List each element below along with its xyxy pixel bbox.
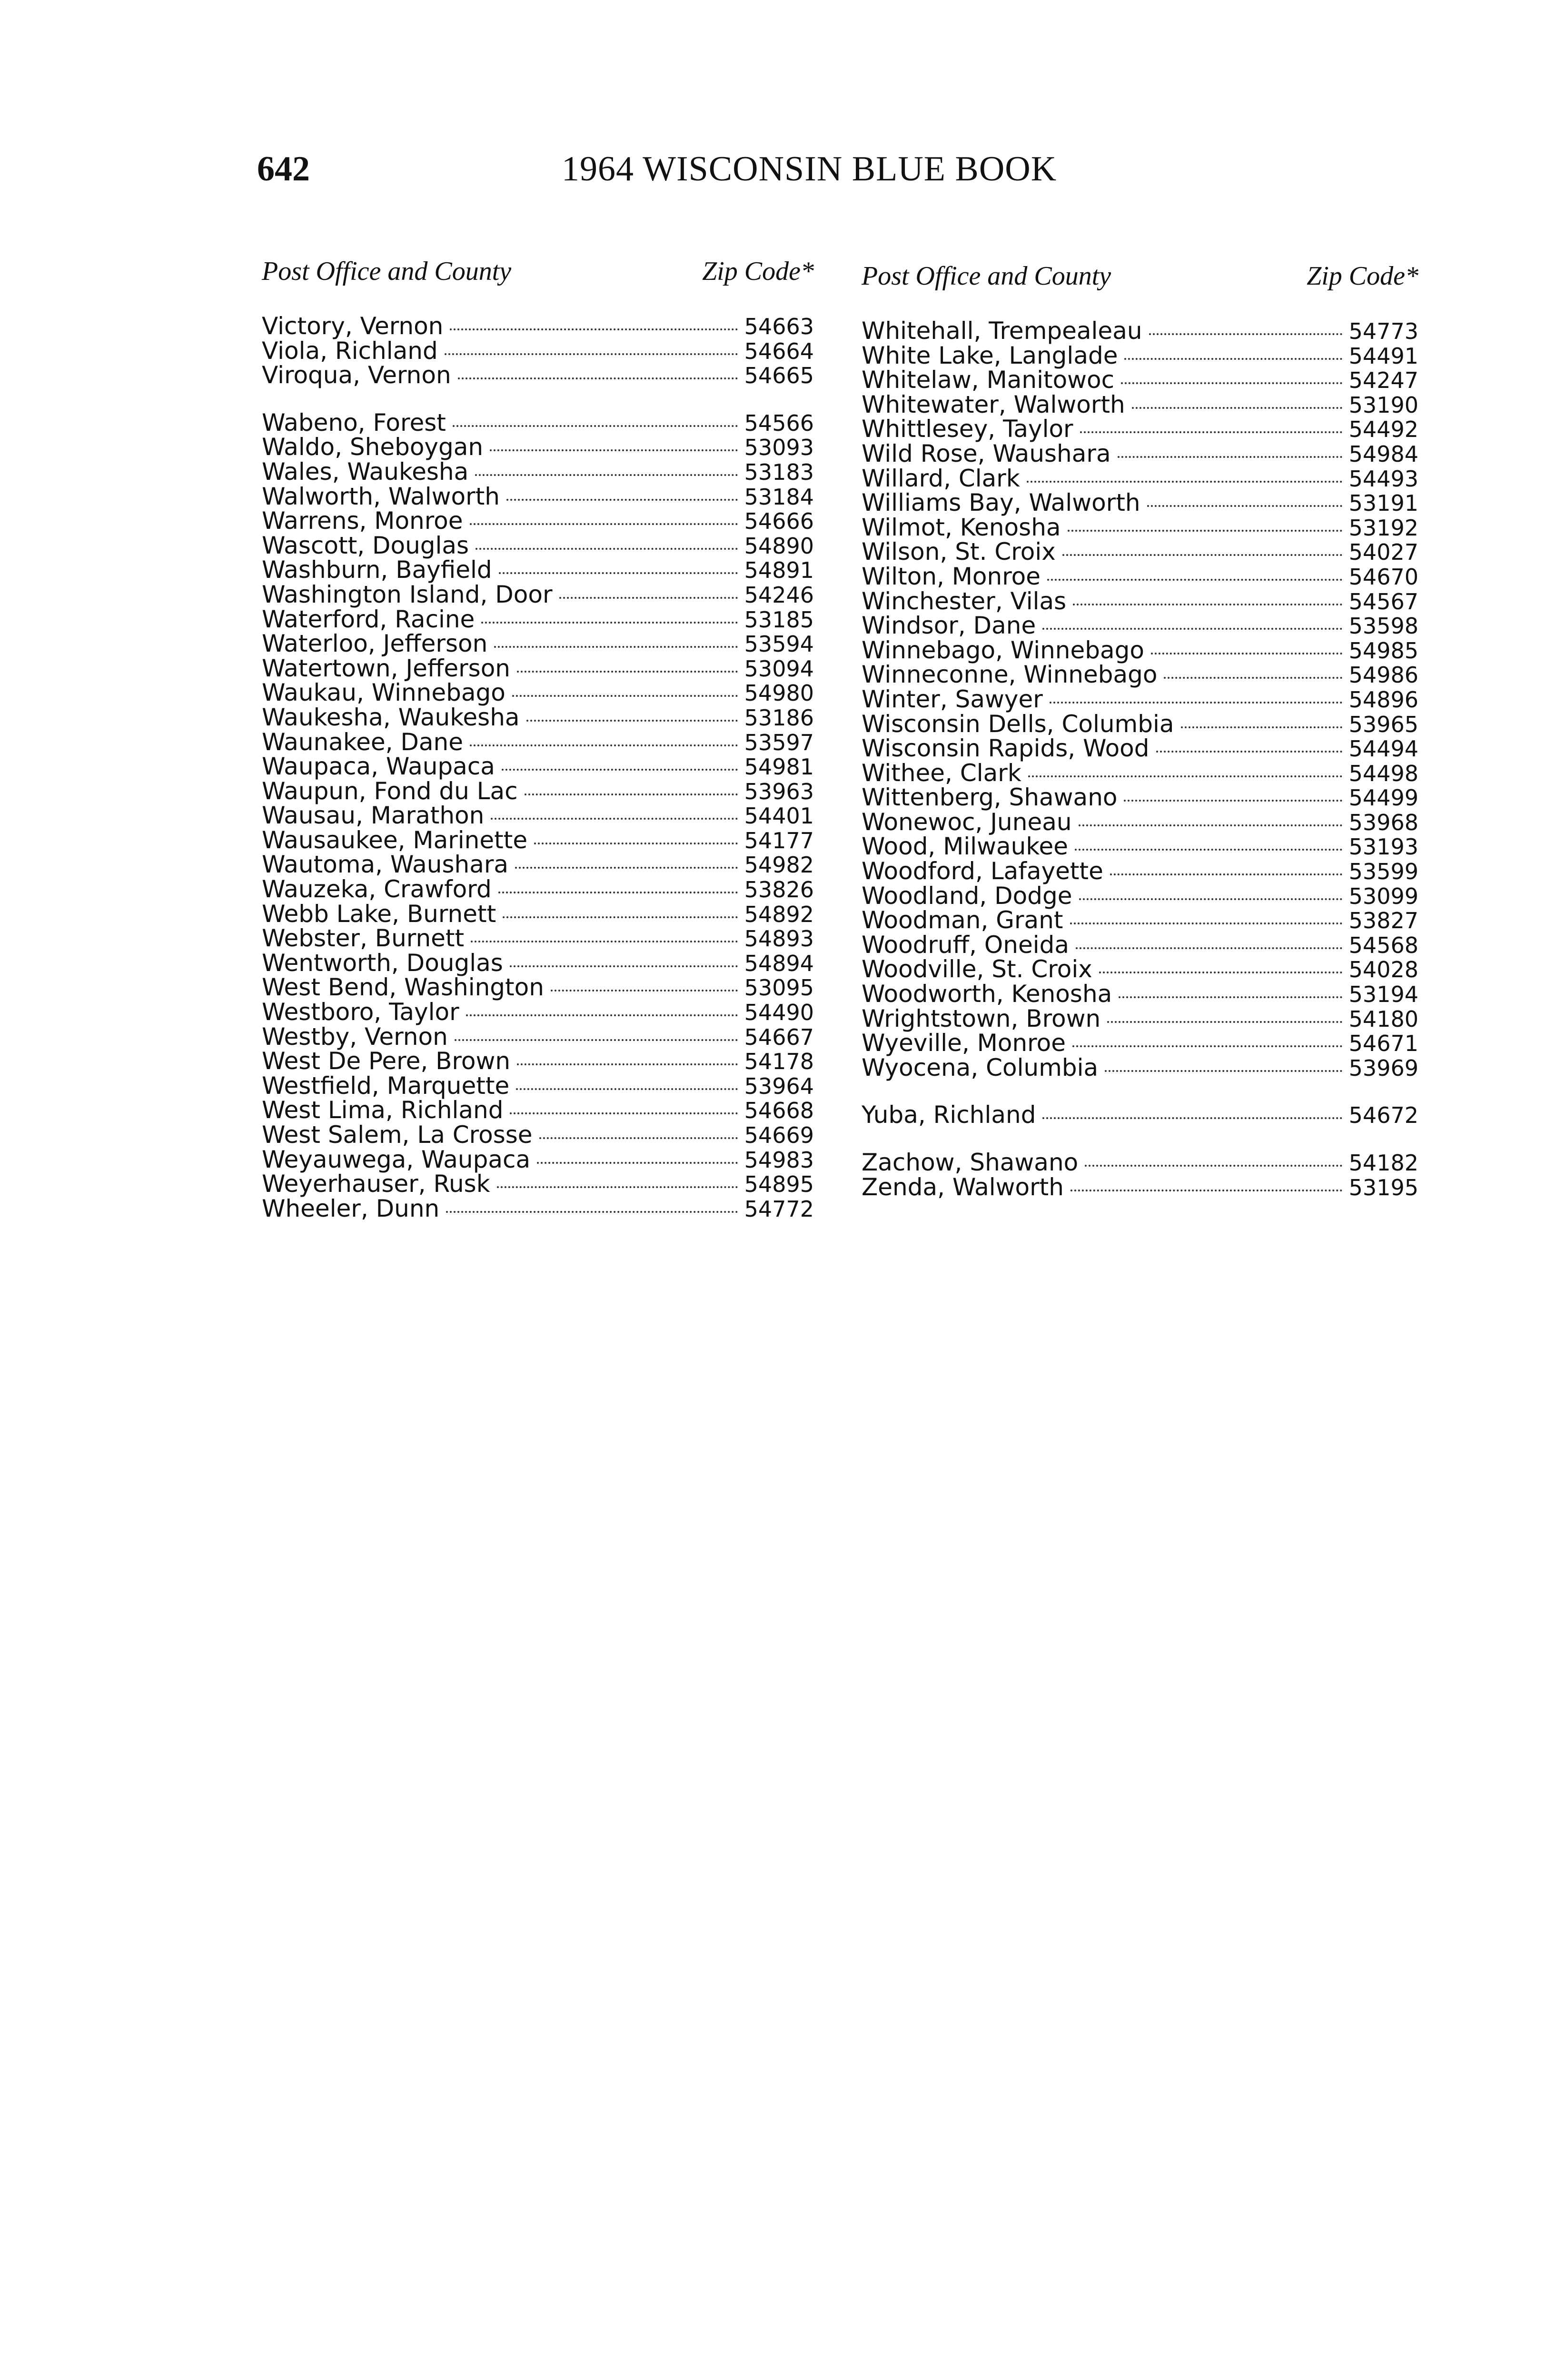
zip-code: 54983 — [744, 1147, 814, 1173]
leader-dots — [470, 744, 738, 746]
zip-code: 54180 — [1348, 1006, 1418, 1032]
zip-code: 54892 — [744, 901, 814, 927]
leader-dots — [515, 867, 738, 869]
zip-code: 54567 — [1348, 588, 1418, 615]
entry-group — [862, 1103, 1418, 1128]
zip-code: 54178 — [744, 1049, 814, 1075]
leader-dots — [475, 474, 737, 476]
list-item — [262, 1123, 814, 1148]
zip-code: 54665 — [744, 363, 814, 389]
zip-code: 54891 — [744, 557, 814, 584]
post-office-name: Woodland, Dodge — [862, 882, 1072, 910]
post-office-name: Wrightstown, Brown — [862, 1004, 1101, 1032]
post-office-name: Waunakee, Dane — [262, 728, 463, 756]
list-item — [862, 319, 1418, 344]
entry-group — [862, 1150, 1418, 1200]
zip-code: 54982 — [744, 852, 814, 878]
list-item — [262, 853, 814, 877]
zip-code: 53190 — [1348, 392, 1418, 418]
left-column — [262, 252, 814, 1244]
post-office-list — [262, 314, 814, 1221]
post-office-name: Waupun, Fond du Lac — [262, 777, 518, 805]
list-item — [862, 982, 1418, 1007]
leader-dots — [510, 1112, 737, 1114]
post-office-name: Winneconne, Winnebago — [862, 661, 1158, 689]
zip-code: 54494 — [1348, 736, 1418, 762]
post-office-list — [862, 319, 1418, 1200]
zip-code: 53099 — [1348, 883, 1418, 909]
post-office-name: Wilmot, Kenosha — [862, 513, 1061, 541]
zip-code: 54894 — [744, 950, 814, 976]
leader-dots — [1075, 849, 1342, 851]
post-office-name: Washington Island, Door — [262, 580, 553, 608]
post-office-name: Waupaca, Waupaca — [262, 753, 495, 781]
leader-dots — [494, 646, 737, 648]
leader-dots — [537, 1162, 738, 1164]
leader-dots — [1105, 1070, 1342, 1072]
list-item — [262, 435, 814, 460]
post-office-name: Woodville, St. Croix — [862, 955, 1092, 983]
zip-code: 54490 — [744, 1000, 814, 1026]
leader-dots — [534, 843, 738, 844]
list-item — [862, 785, 1418, 810]
post-office-name: Wild Rose, Waushara — [862, 439, 1111, 467]
post-office-name: Waterford, Racine — [262, 605, 475, 633]
leader-dots — [491, 818, 737, 820]
list-item — [862, 439, 1418, 467]
leader-dots — [516, 1088, 737, 1090]
page-number: 642 — [257, 149, 310, 188]
leader-dots — [503, 916, 737, 918]
list-item — [862, 368, 1418, 393]
zip-code: 54895 — [744, 1171, 814, 1198]
post-office-name: Waterloo, Jefferson — [262, 630, 488, 658]
post-office-name: Weyerhauser, Rusk — [262, 1170, 490, 1198]
post-office-name: Wilson, St. Croix — [862, 538, 1056, 566]
list-item — [862, 589, 1418, 614]
leader-dots — [471, 941, 738, 942]
zip-code: 54986 — [1348, 662, 1418, 688]
post-office-heading: Post Office and County — [262, 257, 512, 286]
list-item — [862, 1053, 1418, 1081]
list-item — [862, 908, 1418, 933]
list-item — [862, 1150, 1418, 1175]
post-office-name: Wentworth, Douglas — [262, 949, 503, 977]
post-office-name: White Lake, Langlade — [862, 341, 1118, 369]
post-office-name: West Salem, La Crosse — [262, 1121, 533, 1149]
list-item — [262, 828, 814, 853]
leader-dots — [512, 695, 738, 697]
page-header — [257, 143, 1418, 195]
list-item — [862, 390, 1418, 418]
leader-dots — [517, 1063, 738, 1065]
post-office-name: Webster, Burnett — [262, 924, 465, 952]
leader-dots — [1085, 1165, 1342, 1167]
leader-dots — [1080, 431, 1342, 433]
list-item — [862, 712, 1418, 737]
leader-dots — [1121, 382, 1342, 384]
zip-code: 53599 — [1348, 859, 1418, 885]
post-office-name: West Bend, Washington — [262, 973, 544, 1002]
zip-code: 54027 — [1348, 539, 1418, 565]
list-item — [262, 1172, 814, 1197]
post-office-name: Wausaukee, Marinette — [262, 826, 528, 854]
post-office-name: Woodman, Grant — [862, 906, 1063, 934]
post-office-name: Wittenberg, Shawano — [862, 783, 1118, 812]
post-office-name: Washburn, Bayfield — [262, 556, 492, 584]
post-office-name: Winnebago, Winnebago — [862, 636, 1144, 664]
post-office-name: Yuba, Richland — [862, 1101, 1036, 1129]
leader-dots — [1151, 653, 1342, 654]
zip-code: 54669 — [744, 1122, 814, 1148]
leader-dots — [1076, 947, 1342, 949]
leader-dots — [458, 377, 738, 379]
leader-dots — [1079, 824, 1342, 826]
list-item — [862, 1175, 1418, 1200]
post-office-name: West De Pere, Brown — [262, 1047, 511, 1075]
list-item — [262, 656, 814, 681]
entry-group — [862, 319, 1418, 1080]
post-office-name: Whitewater, Walworth — [862, 390, 1125, 418]
post-office-name: Waukesha, Waukesha — [262, 703, 520, 731]
list-item — [862, 540, 1418, 565]
list-item — [262, 730, 814, 755]
list-item — [862, 761, 1418, 786]
list-item — [862, 562, 1418, 590]
post-office-name: Wyeville, Monroe — [862, 1029, 1066, 1057]
leader-dots — [1070, 922, 1342, 924]
list-item — [262, 754, 814, 779]
zip-code: 54663 — [744, 314, 814, 339]
post-office-name: Wisconsin Rapids, Wood — [862, 734, 1150, 763]
zip-code: 53968 — [1348, 809, 1418, 835]
post-office-name: Wauzeka, Crawford — [262, 875, 492, 903]
zip-code: 53594 — [744, 631, 814, 657]
zip-code: 54498 — [1348, 760, 1418, 786]
leader-dots — [497, 1186, 738, 1188]
right-column — [862, 257, 1418, 1222]
post-office-name: Wascott, Douglas — [262, 531, 469, 559]
zip-code: 53598 — [1348, 613, 1418, 639]
post-office-name: Withee, Clark — [862, 759, 1021, 787]
zip-code: 53183 — [744, 459, 814, 485]
list-item — [862, 1103, 1418, 1128]
list-item — [862, 859, 1418, 884]
leader-dots — [1132, 407, 1342, 409]
zip-code: 54981 — [744, 754, 814, 780]
zip-code: 54893 — [744, 926, 814, 952]
post-office-name: Webb Lake, Burnett — [262, 900, 496, 928]
zip-code: 53191 — [1348, 490, 1418, 516]
list-item — [262, 1049, 814, 1074]
post-office-name: Willard, Clark — [862, 464, 1020, 492]
leader-dots — [1042, 1117, 1342, 1119]
list-item — [262, 408, 814, 436]
zip-code: 53193 — [1348, 834, 1418, 860]
leader-dots — [559, 597, 738, 599]
leader-dots — [1107, 1021, 1342, 1023]
list-item — [862, 834, 1418, 859]
list-item — [862, 810, 1418, 835]
zip-code: 54896 — [1348, 686, 1418, 713]
entry-group — [262, 314, 814, 388]
post-office-name: Waukau, Winnebago — [262, 679, 505, 707]
post-office-name: Wyocena, Columbia — [862, 1053, 1099, 1081]
leader-dots — [1068, 530, 1342, 532]
list-item — [862, 466, 1418, 491]
zip-code: 53826 — [744, 877, 814, 903]
post-office-name: Weyauwega, Waupaca — [262, 1145, 531, 1173]
leader-dots — [510, 965, 738, 967]
zip-code: 54666 — [744, 508, 814, 535]
leader-dots — [1050, 702, 1342, 704]
list-item — [262, 803, 814, 828]
list-item — [862, 638, 1418, 663]
list-item — [862, 933, 1418, 958]
post-office-name: Winchester, Vilas — [862, 587, 1067, 615]
list-item — [262, 1194, 814, 1222]
post-office-name: Viola, Richland — [262, 337, 438, 365]
zip-code: 54247 — [1348, 367, 1418, 394]
list-item — [262, 482, 814, 510]
leader-dots — [1164, 677, 1342, 679]
leader-dots — [1047, 579, 1342, 581]
list-item — [862, 687, 1418, 712]
post-office-name: Wisconsin Dells, Columbia — [862, 710, 1174, 738]
list-item — [262, 531, 814, 559]
leader-dots — [1073, 604, 1342, 605]
post-office-name: Westboro, Taylor — [262, 998, 459, 1026]
leader-dots — [490, 449, 738, 451]
zip-code: 54499 — [1348, 785, 1418, 811]
list-item — [262, 951, 814, 976]
post-office-name: Woodruff, Oneida — [862, 931, 1069, 959]
leader-dots — [476, 548, 738, 550]
list-item — [262, 632, 814, 656]
leader-dots — [1028, 775, 1342, 777]
leader-dots — [455, 1039, 738, 1041]
list-item — [862, 1031, 1418, 1056]
leader-dots — [450, 328, 737, 330]
list-item — [262, 314, 814, 339]
list-item — [262, 681, 814, 705]
post-office-name: Winter, Sawyer — [862, 685, 1043, 713]
leader-dots — [445, 353, 738, 355]
leader-dots — [1147, 505, 1342, 507]
zip-code: 54890 — [744, 533, 814, 559]
post-office-name: Wheeler, Dunn — [262, 1194, 440, 1222]
post-office-name: Wales, Waukesha — [262, 457, 469, 486]
leader-dots — [466, 1014, 738, 1016]
leader-dots — [1072, 1045, 1342, 1047]
zip-code: 54568 — [1348, 932, 1418, 958]
zip-code: 53095 — [744, 975, 814, 1001]
leader-dots — [1149, 333, 1342, 335]
zip-code: 54985 — [1348, 637, 1418, 664]
zip-code: 53969 — [1348, 1055, 1418, 1081]
zip-code: 54492 — [1348, 416, 1418, 443]
post-office-name: Wilton, Monroe — [862, 562, 1041, 590]
zip-code: 54667 — [744, 1024, 814, 1050]
list-item — [262, 607, 814, 632]
post-office-name: Whitehall, Trempealeau — [862, 317, 1142, 345]
zip-code: 53185 — [744, 606, 814, 633]
zip-code: 54491 — [1348, 343, 1418, 369]
column-header — [862, 257, 1418, 295]
zip-code: 54566 — [744, 410, 814, 436]
post-office-name: Wausau, Marathon — [262, 802, 485, 830]
post-office-name: Wonewoc, Juneau — [862, 808, 1072, 836]
leader-dots — [1124, 358, 1342, 360]
list-item — [862, 884, 1418, 909]
leader-dots — [526, 720, 738, 722]
list-item — [262, 1098, 814, 1123]
leader-dots — [1181, 726, 1342, 728]
post-office-name: Waldo, Sheboygan — [262, 433, 484, 461]
zip-code: 53963 — [744, 778, 814, 804]
leader-dots — [1156, 751, 1342, 753]
post-office-name: Zenda, Walworth — [862, 1173, 1064, 1201]
list-item — [262, 339, 814, 364]
zip-code: 54670 — [1348, 564, 1418, 590]
leader-dots — [453, 425, 738, 427]
post-office-name: Victory, Vernon — [262, 312, 444, 340]
post-office-name: Watertown, Jefferson — [262, 654, 510, 682]
running-title: 1964 WISCONSIN BLUE BOOK — [562, 149, 1057, 188]
zip-code: 53194 — [1348, 982, 1418, 1008]
zip-code: 54177 — [744, 827, 814, 853]
leader-dots — [1118, 456, 1342, 458]
leader-dots — [506, 499, 738, 501]
list-item — [862, 417, 1418, 442]
post-office-name: Warrens, Monroe — [262, 507, 463, 535]
post-office-heading: Post Office and County — [862, 261, 1111, 291]
list-item — [262, 1022, 814, 1051]
post-office-name: Walworth, Walworth — [262, 482, 500, 510]
leader-dots — [499, 572, 738, 574]
zip-code: 54028 — [1348, 957, 1418, 983]
zip-code: 54980 — [744, 680, 814, 706]
leader-dots — [517, 671, 738, 673]
list-item — [262, 1000, 814, 1025]
leader-dots — [539, 1137, 738, 1139]
leader-dots — [1042, 628, 1342, 630]
post-office-name: Westby, Vernon — [262, 1022, 448, 1051]
leader-dots — [1119, 996, 1342, 998]
leader-dots — [502, 769, 738, 771]
list-item — [862, 491, 1418, 516]
post-office-name: Woodworth, Kenosha — [862, 980, 1112, 1008]
zip-code: 54182 — [1348, 1150, 1418, 1176]
list-item — [262, 779, 814, 804]
list-item — [262, 580, 814, 608]
leader-dots — [551, 990, 738, 992]
zip-code: 54664 — [744, 338, 814, 364]
list-item — [862, 957, 1418, 982]
zip-code: 53094 — [744, 655, 814, 682]
list-item — [262, 1071, 814, 1100]
zip-code: 54671 — [1348, 1031, 1418, 1057]
zip-code-heading: Zip Code* — [702, 257, 814, 286]
list-item — [862, 513, 1418, 541]
list-item — [262, 705, 814, 730]
list-item — [262, 902, 814, 927]
list-item — [262, 363, 814, 388]
leader-dots — [481, 622, 737, 624]
post-office-name: Wood, Milwaukee — [862, 833, 1069, 861]
zip-code: 54772 — [744, 1196, 814, 1222]
list-item — [862, 1004, 1418, 1032]
zip-code: 53093 — [744, 435, 814, 461]
leader-dots — [1027, 481, 1342, 483]
zip-code: 54773 — [1348, 318, 1418, 344]
zip-code: 53192 — [1348, 515, 1418, 541]
zip-code: 54401 — [744, 803, 814, 829]
leader-dots — [498, 892, 738, 893]
post-office-name: Whitelaw, Manitowoc — [862, 366, 1115, 394]
list-item — [862, 341, 1418, 369]
list-item — [262, 558, 814, 583]
leader-dots — [1062, 554, 1342, 556]
leader-dots — [1110, 873, 1342, 875]
zip-code: 54672 — [1348, 1102, 1418, 1129]
zip-code: 54246 — [744, 582, 814, 608]
zip-code: 53965 — [1348, 711, 1418, 737]
zip-code: 54493 — [1348, 466, 1418, 492]
leader-dots — [446, 1211, 737, 1213]
zip-code: 53184 — [744, 484, 814, 510]
list-item — [262, 975, 814, 1000]
zip-code: 53597 — [744, 729, 814, 755]
zip-code: 53186 — [744, 704, 814, 731]
leader-dots — [525, 793, 738, 795]
post-office-name: Zachow, Shawano — [862, 1149, 1079, 1176]
list-item — [262, 457, 814, 486]
post-office-name: Woodford, Lafayette — [862, 857, 1103, 885]
post-office-name: Williams Bay, Walworth — [862, 489, 1140, 517]
zip-code: 54668 — [744, 1098, 814, 1124]
list-item — [862, 663, 1418, 687]
leader-dots — [1079, 898, 1342, 900]
entry-group — [262, 408, 814, 1222]
zip-code: 53827 — [1348, 908, 1418, 934]
list-item — [862, 736, 1418, 761]
list-item — [262, 509, 814, 534]
zip-code-heading: Zip Code* — [1307, 261, 1418, 291]
zip-code: 53195 — [1348, 1174, 1418, 1200]
leader-dots — [470, 523, 738, 525]
post-office-name: West Lima, Richland — [262, 1096, 504, 1124]
post-office-name: Viroqua, Vernon — [262, 361, 451, 389]
list-item — [262, 926, 814, 951]
post-office-name: Windsor, Dane — [862, 612, 1036, 640]
post-office-name: Westfield, Marquette — [262, 1071, 510, 1100]
leader-dots — [1099, 972, 1342, 973]
column-header — [262, 252, 814, 290]
leader-dots — [1124, 800, 1342, 802]
leader-dots — [1070, 1190, 1342, 1191]
zip-code: 53964 — [744, 1073, 814, 1099]
list-item — [262, 877, 814, 902]
post-office-name: Whittlesey, Taylor — [862, 415, 1073, 443]
post-office-name: Wabeno, Forest — [262, 408, 446, 436]
list-item — [262, 1145, 814, 1173]
post-office-name: Wautoma, Waushara — [262, 851, 509, 879]
list-item — [862, 614, 1418, 638]
zip-code: 54984 — [1348, 441, 1418, 467]
